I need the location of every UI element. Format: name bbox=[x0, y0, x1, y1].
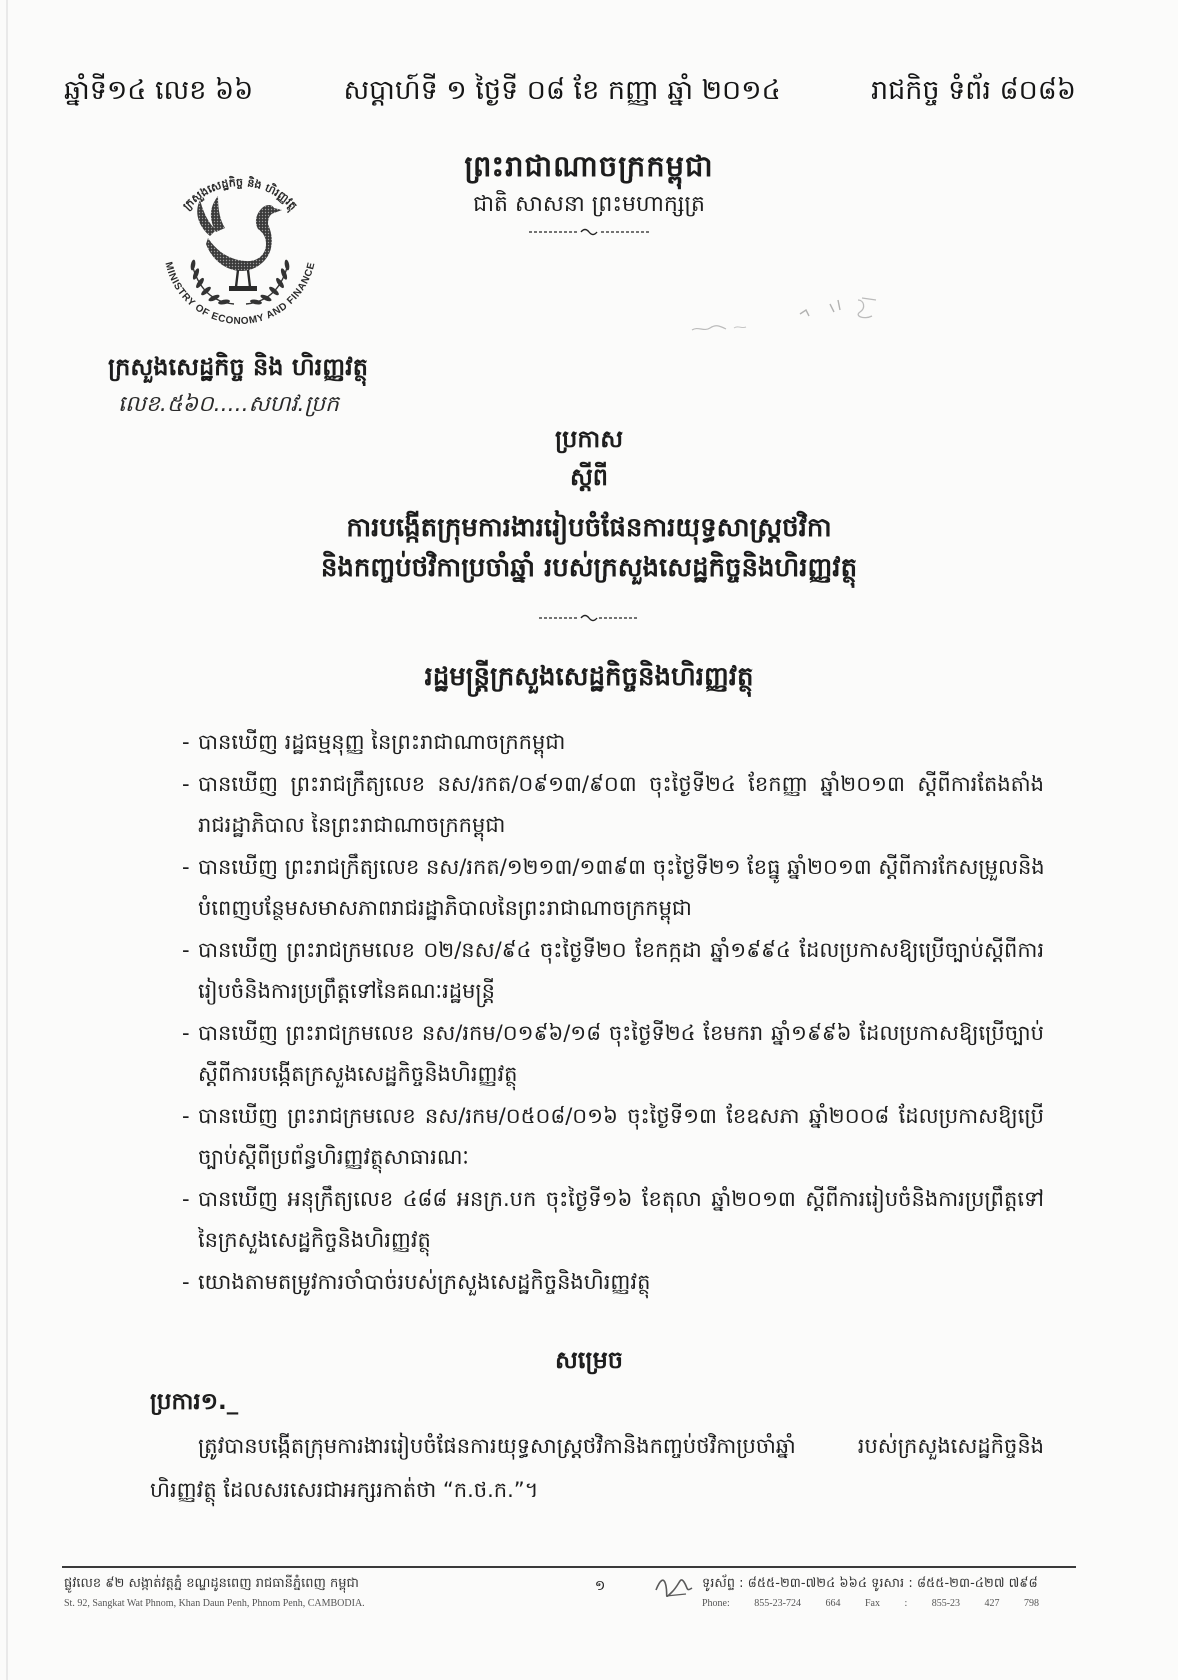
consideration-line: ច្បាប់ស្តីពីប្រព័ន្ធហិរញ្ញវត្ថុសាធារណៈ bbox=[198, 1145, 469, 1169]
footer-rule bbox=[62, 1566, 1076, 1568]
gazette-week-date: សប្តាហ៍ទី ១ ថ្ងៃទី ០៨ ខែ កញ្ញា ឆ្នាំ ២០១៤ bbox=[343, 75, 781, 106]
consideration-item bbox=[178, 1013, 1048, 1096]
consideration-line: នៃក្រសួងសេដ្ឋកិច្ចនិងហិរញ្ញវត្ថុ bbox=[198, 1228, 431, 1252]
faint-handwriting-marks bbox=[690, 292, 920, 342]
gazette-page-ref: រាជកិច្ច ទំព័រ ៨០៨៦ bbox=[870, 75, 1076, 106]
consideration-item bbox=[178, 1179, 1048, 1262]
document-type: ប្រកាស bbox=[554, 425, 624, 453]
consideration-line: យោងតាមតម្រូវការចាំបាច់របស់ក្រសួងសេដ្ឋកិច្ចនិងហិរញ្ញវត្ថុ bbox=[198, 1269, 651, 1294]
issuing-ministry: ក្រសួងសេដ្ឋកិច្ច និង ហិរញ្ញវត្ថុ bbox=[108, 353, 368, 381]
footer-contact-english: Phone: 855-23-724 664 Fax : 855-23 427 798 bbox=[702, 1598, 1040, 1609]
issuing-authority: រដ្ឋមន្ត្រីក្រសួងសេដ្ឋកិច្ចនិងហិរញ្ញវត្ថុ bbox=[424, 662, 754, 692]
article-1-text-line: ត្រូវបានបង្កើតក្រុមការងាររៀបចំផែនការយុទ្ធសាស្ត្រថវិកានិងកញ្ចប់ថវិកាប្រចាំឆ្នាំ របស់ក្រសួងសេដ្ឋកិច្ចនិង bbox=[198, 1434, 1044, 1458]
article-1-heading: ប្រការ១._ bbox=[150, 1389, 239, 1415]
article-1-text-line: ហិរញ្ញវត្ថុ ដែលសរសេរជាអក្សរកាត់ថា “ក.ថ.ក.”។ bbox=[150, 1478, 539, 1502]
bullet-dash: - bbox=[182, 771, 190, 796]
considerations-list bbox=[178, 722, 1048, 1303]
seal-english-text: MINISTRY OF ECONOMY AND FINANCE bbox=[162, 260, 318, 328]
consideration-item bbox=[178, 930, 1048, 1013]
consideration-line: ស្តីពីការបង្កើតក្រសួងសេដ្ឋកិច្ចនិងហិរញ្ញវត្ថុ bbox=[198, 1062, 518, 1086]
footer-contact-khmer: ទូរស័ព្ទ : ៨៥៥-២៣-៧២៤ ៦៦៤ ទូរសារ : ៨៥៥-២៣-៤២៧ ៧៩៨ bbox=[702, 1576, 1038, 1591]
scan-edge bbox=[6, 0, 8, 1680]
consideration-line: រៀបចំនិងការប្រព្រឹត្តទៅនៃគណៈរដ្ឋមន្ត្រី bbox=[198, 979, 496, 1003]
bullet-dash: - bbox=[182, 1269, 190, 1294]
bullet-dash: - bbox=[182, 854, 190, 879]
decision-heading: សម្រេច bbox=[554, 1346, 624, 1374]
ornament-divider-icon bbox=[539, 612, 639, 624]
national-motto: ជាតិ សាសនា ព្រះមហាក្សត្រ bbox=[473, 192, 705, 217]
ornament-divider-icon bbox=[529, 226, 649, 238]
consideration-line: បានឃើញ ព្រះរាជក្រឹត្យលេខ នស/រកត/១២១៣/១៣៩៣ ចុះថ្ងៃទី២១ ខែធ្នូ ឆ្នាំ២០១៣ ស្តីពីការកែសម្រួលនិង bbox=[198, 854, 1045, 879]
consideration-item bbox=[178, 764, 1048, 847]
bullet-dash: - bbox=[182, 730, 190, 754]
document-title-line: ការបង្កើតក្រុមការងាររៀបចំផែនការយុទ្ធសាស្ត្រថវិកា bbox=[346, 513, 832, 543]
consideration-line: បានឃើញ ព្រះរាជក្រឹត្យលេខ នស/រកត/០៩១៣/៩០៣ ចុះថ្ងៃទី២៤ ខែកញ្ញា ឆ្នាំ២០១៣ ស្តីពីការតែងតាំង bbox=[198, 771, 1044, 796]
consideration-item bbox=[178, 722, 1048, 764]
consideration-line: បានឃើញ ព្រះរាជក្រមលេខ នស/រកម/០១៩៦/១៨ ចុះថ្ងៃទី២៤ ខែមករា ឆ្នាំ១៩៩៦ ដែលប្រកាសឱ្យប្រើច្បាប់ bbox=[198, 1020, 1044, 1045]
initial-signature-mark bbox=[652, 1570, 696, 1604]
seal-khmer-text: ក្រសួងសេដ្ឋកិច្ច និង ហិរញ្ញវត្ថុ bbox=[180, 175, 300, 213]
document-title-line: និងកញ្ចប់ថវិកាប្រចាំឆ្នាំ របស់ក្រសួងសេដ្ឋកិច្ចនិងហិរញ្ញវត្ថុ bbox=[320, 553, 858, 583]
consideration-line: រាជរដ្ឋាភិបាល នៃព្រះរាជាណាចក្រកម្ពុជា bbox=[198, 813, 506, 837]
consideration-item bbox=[178, 1262, 1048, 1304]
consideration-item bbox=[178, 1096, 1048, 1179]
bullet-dash: - bbox=[182, 1186, 190, 1211]
ministry-seal-logo-icon bbox=[150, 166, 330, 346]
consideration-line: បានឃើញ ព្រះរាជក្រមលេខ នស/រកម/០៥០៨/០១៦ ចុះថ្ងៃទី១៣ ខែឧសភា ឆ្នាំ២០០៨ ដែលប្រកាសឱ្យប្រើ bbox=[198, 1103, 1044, 1128]
reference-number: លេខ.៥៦០.....សហវ.ប្រក bbox=[118, 392, 339, 417]
page-number: ១ bbox=[594, 1578, 606, 1594]
bullet-dash: - bbox=[182, 1020, 190, 1045]
bullet-dash: - bbox=[182, 1103, 190, 1128]
bird-emblem-icon bbox=[197, 196, 282, 291]
footer-address-khmer: ផ្លូវលេខ ៩២ សង្កាត់វត្តភ្នំ ខណ្ឌដូនពេញ រាជធានីភ្នំពេញ កម្ពុជា bbox=[64, 1576, 359, 1591]
footer-address-english: St. 92, Sangkat Wat Phnom, Khan Daun Penh, Phnom Penh, CAMBODIA. bbox=[64, 1598, 365, 1609]
document-about: ស្តីពី bbox=[569, 463, 609, 491]
consideration-line: បានឃើញ អនុក្រឹត្យលេខ ៤៨៨ អនក្រ.បក ចុះថ្ងៃទី១៦ ខែតុលា ឆ្នាំ២០១៣ ស្តីពីការរៀបចំនិងការប្រព្រឹត្តទៅ bbox=[198, 1186, 1044, 1211]
bullet-dash: - bbox=[182, 937, 190, 962]
consideration-item bbox=[178, 847, 1048, 930]
gazette-issue: ឆ្នាំទី១៤ លេខ ៦៦ bbox=[64, 75, 254, 106]
consideration-line: បានឃើញ ព្រះរាជក្រមលេខ ០២/នស/៩៤ ចុះថ្ងៃទី២០ ខែកក្កដា ឆ្នាំ១៩៩៤ ដែលប្រកាសឱ្យប្រើច្បាប់ស្តីពីការ bbox=[198, 937, 1044, 962]
gazette-header bbox=[64, 70, 1076, 112]
consideration-line: បំពេញបន្ថែមសមាសភាពរាជរដ្ឋាភិបាលនៃព្រះរាជាណាចក្រកម្ពុជា bbox=[198, 896, 692, 920]
kingdom-name: ព្រះរាជាណាចក្រកម្ពុជា bbox=[464, 149, 714, 183]
consideration-line: បានឃើញ រដ្ឋធម្មនុញ្ញ នៃព្រះរាជាណាចក្រកម្ពុជា bbox=[198, 730, 566, 754]
